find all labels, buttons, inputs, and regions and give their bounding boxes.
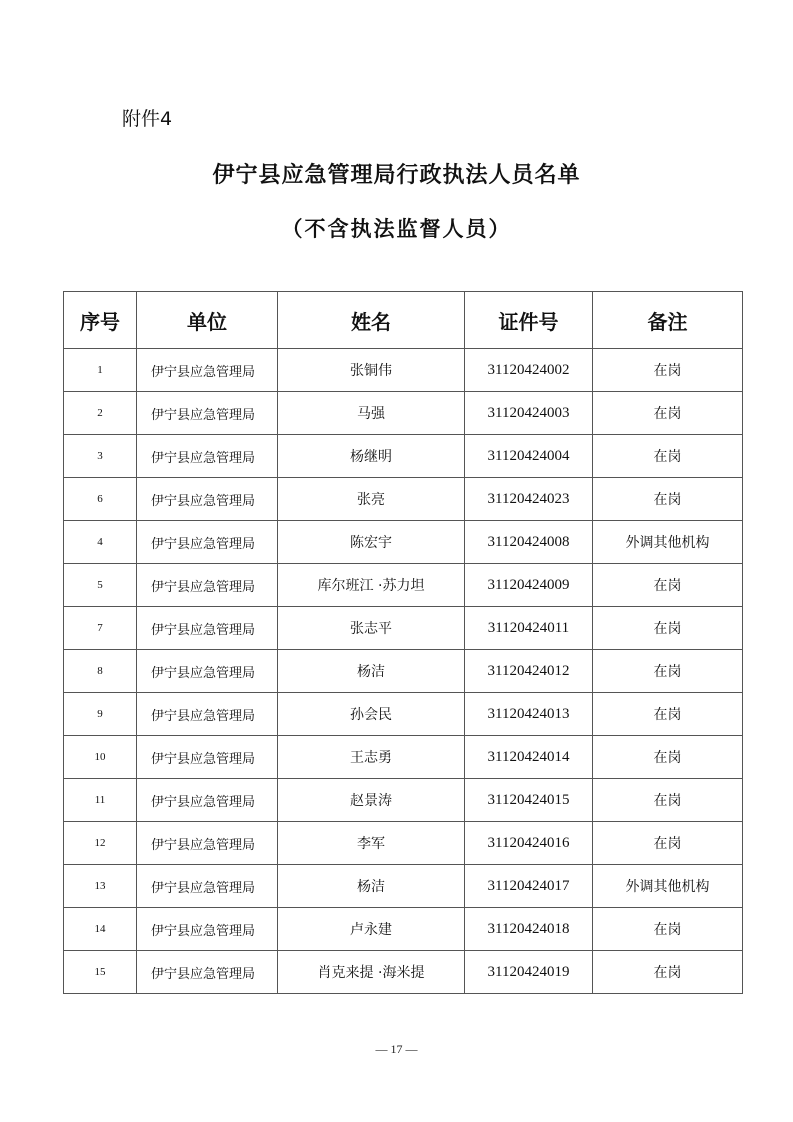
- cell-name: 张铜伟: [278, 349, 465, 392]
- cell-serial-number: 7: [64, 607, 137, 650]
- table-row: [64, 908, 743, 951]
- cell-certificate-number: 31120424013: [465, 693, 593, 736]
- cell-name: 杨洁: [278, 865, 465, 908]
- cell-unit: 伊宁县应急管理局: [137, 736, 278, 779]
- cell-name: 卢永建: [278, 908, 465, 951]
- cell-certificate-number: 31120424023: [465, 478, 593, 521]
- table-row: [64, 650, 743, 693]
- cell-unit: 伊宁县应急管理局: [137, 693, 278, 736]
- cell-unit: 伊宁县应急管理局: [137, 478, 278, 521]
- table-row: [64, 736, 743, 779]
- cell-unit: 伊宁县应急管理局: [137, 951, 278, 994]
- cell-unit: 伊宁县应急管理局: [137, 392, 278, 435]
- cell-unit: 伊宁县应急管理局: [137, 865, 278, 908]
- cell-serial-number: 8: [64, 650, 137, 693]
- cell-name: 杨继明: [278, 435, 465, 478]
- header-name: 姓名: [278, 292, 465, 349]
- table-row: [64, 435, 743, 478]
- cell-serial-number: 2: [64, 392, 137, 435]
- cell-unit: 伊宁县应急管理局: [137, 435, 278, 478]
- cell-serial-number: 14: [64, 908, 137, 951]
- cell-name: 张亮: [278, 478, 465, 521]
- cell-remarks: 在岗: [593, 822, 743, 865]
- cell-name: 孙会民: [278, 693, 465, 736]
- cell-remarks: 在岗: [593, 650, 743, 693]
- cell-unit: 伊宁县应急管理局: [137, 822, 278, 865]
- cell-remarks: 在岗: [593, 349, 743, 392]
- cell-certificate-number: 31120424011: [465, 607, 593, 650]
- cell-certificate-number: 31120424014: [465, 736, 593, 779]
- cell-name: 赵景涛: [278, 779, 465, 822]
- page-number: — 17 —: [375, 1042, 418, 1056]
- cell-unit: 伊宁县应急管理局: [137, 521, 278, 564]
- cell-remarks: 在岗: [593, 392, 743, 435]
- cell-certificate-number: 31120424016: [465, 822, 593, 865]
- cell-serial-number: 5: [64, 564, 137, 607]
- table-row: [64, 607, 743, 650]
- cell-serial-number: 3: [64, 435, 137, 478]
- cell-certificate-number: 31120424018: [465, 908, 593, 951]
- cell-name: 李军: [278, 822, 465, 865]
- cell-name: 肖克来提 ·海米提: [278, 951, 465, 994]
- cell-unit: 伊宁县应急管理局: [137, 607, 278, 650]
- header-remarks: 备注: [593, 292, 743, 349]
- cell-certificate-number: 31120424019: [465, 951, 593, 994]
- cell-remarks: 在岗: [593, 693, 743, 736]
- cell-unit: 伊宁县应急管理局: [137, 349, 278, 392]
- cell-unit: 伊宁县应急管理局: [137, 908, 278, 951]
- personnel-table: [63, 291, 743, 994]
- cell-name: 张志平: [278, 607, 465, 650]
- cell-certificate-number: 31120424008: [465, 521, 593, 564]
- cell-name: 库尔班江 ·苏力坦: [278, 564, 465, 607]
- cell-serial-number: 4: [64, 521, 137, 564]
- cell-serial-number: 9: [64, 693, 137, 736]
- header-serial-number: 序号: [64, 292, 137, 349]
- cell-unit: 伊宁县应急管理局: [137, 779, 278, 822]
- cell-certificate-number: 31120424003: [465, 392, 593, 435]
- cell-unit: 伊宁县应急管理局: [137, 650, 278, 693]
- document-subtitle: （不含执法监督人员）: [281, 217, 512, 241]
- cell-name: 马强: [278, 392, 465, 435]
- table-row: [64, 822, 743, 865]
- header-certificate-number: 证件号: [465, 292, 593, 349]
- cell-serial-number: 6: [64, 478, 137, 521]
- cell-remarks: 在岗: [593, 736, 743, 779]
- cell-name: 杨洁: [278, 650, 465, 693]
- cell-certificate-number: 31120424015: [465, 779, 593, 822]
- cell-serial-number: 11: [64, 779, 137, 822]
- table-row: [64, 349, 743, 392]
- cell-remarks: 在岗: [593, 951, 743, 994]
- cell-serial-number: 13: [64, 865, 137, 908]
- table-row: [64, 779, 743, 822]
- cell-remarks: 在岗: [593, 564, 743, 607]
- cell-certificate-number: 31120424009: [465, 564, 593, 607]
- cell-serial-number: 1: [64, 349, 137, 392]
- cell-certificate-number: 31120424002: [465, 349, 593, 392]
- attachment-label: 附件4: [122, 108, 173, 130]
- table-row: [64, 693, 743, 736]
- cell-certificate-number: 31120424004: [465, 435, 593, 478]
- cell-remarks: 外调其他机构: [593, 865, 743, 908]
- cell-remarks: 在岗: [593, 478, 743, 521]
- cell-remarks: 在岗: [593, 435, 743, 478]
- cell-remarks: 在岗: [593, 607, 743, 650]
- cell-remarks: 外调其他机构: [593, 521, 743, 564]
- cell-remarks: 在岗: [593, 779, 743, 822]
- document-title: 伊宁县应急管理局行政执法人员名单: [212, 163, 581, 188]
- cell-name: 陈宏宇: [278, 521, 465, 564]
- cell-unit: 伊宁县应急管理局: [137, 564, 278, 607]
- table-row: [64, 865, 743, 908]
- cell-remarks: 在岗: [593, 908, 743, 951]
- cell-certificate-number: 31120424012: [465, 650, 593, 693]
- table-row: [64, 951, 743, 994]
- cell-serial-number: 12: [64, 822, 137, 865]
- table-row: [64, 521, 743, 564]
- header-unit: 单位: [137, 292, 278, 349]
- table-header-row: [64, 292, 743, 349]
- cell-name: 王志勇: [278, 736, 465, 779]
- cell-serial-number: 15: [64, 951, 137, 994]
- table-row: [64, 564, 743, 607]
- table-row: [64, 478, 743, 521]
- cell-certificate-number: 31120424017: [465, 865, 593, 908]
- cell-serial-number: 10: [64, 736, 137, 779]
- table-row: [64, 392, 743, 435]
